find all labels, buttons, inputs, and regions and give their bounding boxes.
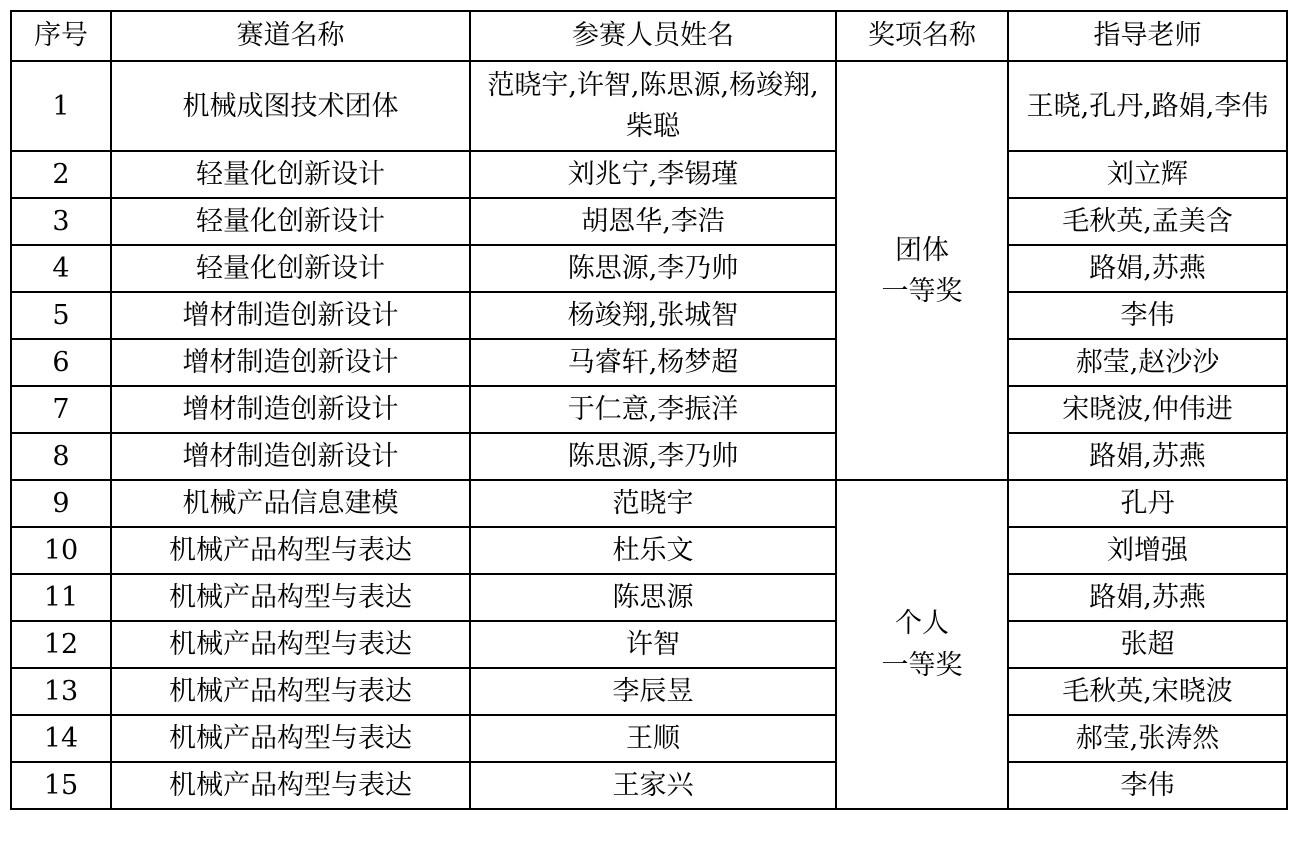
table-row: [11, 621, 1287, 668]
header-cell-no: 序号: [11, 11, 111, 61]
award-level-label: 一等奖: [881, 649, 963, 681]
participant-names-cell: 范晓宇: [470, 480, 836, 527]
participant-names-cell: 于仁意,李振洋: [470, 386, 836, 433]
header-cell-names: 参赛人员姓名: [470, 11, 836, 61]
mentor-names-cell: 毛秋英,宋晓波: [1008, 668, 1287, 715]
table-row: [11, 339, 1287, 386]
track-name-cell: 机械产品构型与表达: [111, 621, 470, 668]
participant-names-cell: 马睿轩,杨梦超: [470, 339, 836, 386]
award-cell-team-first-prize: [836, 61, 1008, 480]
mentor-names-cell: 王晓,孔丹,路娟,李伟: [1008, 61, 1287, 151]
row-number-cell: 15: [11, 762, 111, 809]
table-row: [11, 433, 1287, 480]
participant-names-cell: 陈思源,李乃帅: [470, 245, 836, 292]
mentor-names-cell: 毛秋英,孟美含: [1008, 198, 1287, 245]
track-name-cell: 机械产品构型与表达: [111, 574, 470, 621]
award-category-label: 团体: [895, 234, 949, 266]
table-row: [11, 762, 1287, 809]
row-number-cell: 7: [11, 386, 111, 433]
track-name-cell: 机械产品信息建模: [111, 480, 470, 527]
mentor-names-cell: 李伟: [1008, 762, 1287, 809]
awards-table: [10, 10, 1288, 810]
track-name-cell: 轻量化创新设计: [111, 151, 470, 198]
row-number-cell: 12: [11, 621, 111, 668]
participant-names-cell: 李辰昱: [470, 668, 836, 715]
header-row: [11, 11, 1287, 61]
row-number-cell: 6: [11, 339, 111, 386]
row-number-cell: 10: [11, 527, 111, 574]
track-name-cell: 机械成图技术团体: [111, 61, 470, 151]
mentor-names-cell: 刘立辉: [1008, 151, 1287, 198]
table-row: [11, 480, 1287, 527]
table-row: [11, 386, 1287, 433]
participant-names-cell: 陈思源: [470, 574, 836, 621]
participant-names-cell: 刘兆宁,李锡瑾: [470, 151, 836, 198]
table-row: [11, 61, 1287, 151]
row-number-cell: 11: [11, 574, 111, 621]
table-row: [11, 574, 1287, 621]
header-cell-track: 赛道名称: [111, 11, 470, 61]
mentor-names-cell: 孔丹: [1008, 480, 1287, 527]
participant-names-cell: 胡恩华,李浩: [470, 198, 836, 245]
track-name-cell: 机械产品构型与表达: [111, 668, 470, 715]
participant-names-cell: 杨竣翔,张城智: [470, 292, 836, 339]
track-name-cell: 机械产品构型与表达: [111, 762, 470, 809]
track-name-cell: 增材制造创新设计: [111, 433, 470, 480]
mentor-names-cell: 宋晓波,仲伟进: [1008, 386, 1287, 433]
participant-names-cell: 王家兴: [470, 762, 836, 809]
track-name-cell: 机械产品构型与表达: [111, 527, 470, 574]
table-row: [11, 668, 1287, 715]
table-row: [11, 715, 1287, 762]
mentor-names-cell: 路娟,苏燕: [1008, 574, 1287, 621]
mentor-names-cell: 路娟,苏燕: [1008, 433, 1287, 480]
award-category-label: 个人: [895, 607, 949, 639]
row-number-cell: 4: [11, 245, 111, 292]
header-cell-mentor: 指导老师: [1008, 11, 1287, 61]
track-name-cell: 轻量化创新设计: [111, 198, 470, 245]
track-name-cell: 增材制造创新设计: [111, 386, 470, 433]
table-row: [11, 198, 1287, 245]
participant-names-cell: 杜乐文: [470, 527, 836, 574]
award-level-label: 一等奖: [881, 275, 963, 307]
row-number-cell: 8: [11, 433, 111, 480]
participant-names-cell: 王顺: [470, 715, 836, 762]
award-cell-individual-first-prize: [836, 480, 1008, 809]
header-cell-award: 奖项名称: [836, 11, 1008, 61]
table-row: [11, 527, 1287, 574]
table-row: [11, 292, 1287, 339]
participant-names-cell: 陈思源,李乃帅: [470, 433, 836, 480]
row-number-cell: 9: [11, 480, 111, 527]
row-number-cell: 5: [11, 292, 111, 339]
participant-names-cell: 许智: [470, 621, 836, 668]
track-name-cell: 增材制造创新设计: [111, 339, 470, 386]
participant-names-cell: 范晓宇,许智,陈思源,杨竣翔,柴聪: [470, 61, 836, 151]
mentor-names-cell: 刘增强: [1008, 527, 1287, 574]
row-number-cell: 13: [11, 668, 111, 715]
table-row: [11, 151, 1287, 198]
mentor-names-cell: 李伟: [1008, 292, 1287, 339]
track-name-cell: 增材制造创新设计: [111, 292, 470, 339]
track-name-cell: 轻量化创新设计: [111, 245, 470, 292]
table-row: [11, 245, 1287, 292]
row-number-cell: 14: [11, 715, 111, 762]
mentor-names-cell: 路娟,苏燕: [1008, 245, 1287, 292]
row-number-cell: 3: [11, 198, 111, 245]
row-number-cell: 1: [11, 61, 111, 151]
mentor-names-cell: 郝莹,赵沙沙: [1008, 339, 1287, 386]
track-name-cell: 机械产品构型与表达: [111, 715, 470, 762]
mentor-names-cell: 郝莹,张涛然: [1008, 715, 1287, 762]
mentor-names-cell: 张超: [1008, 621, 1287, 668]
row-number-cell: 2: [11, 151, 111, 198]
